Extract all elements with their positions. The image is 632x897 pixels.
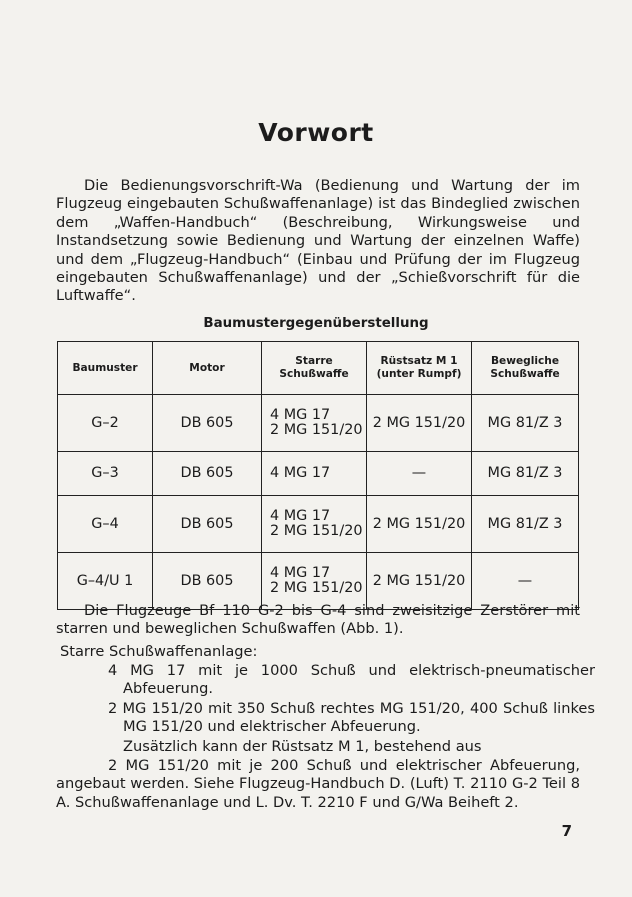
cell-ruestsatz: 2 MG 151/20: [367, 395, 472, 452]
cell-motor: DB 605: [153, 496, 262, 553]
cell-starre: 4 MG 17: [262, 452, 367, 496]
cell-starre: 4 MG 17 2 MG 151/20: [262, 553, 367, 610]
cell-starre: 4 MG 17 2 MG 151/20: [262, 395, 367, 452]
cell-baumuster: G–4/U 1: [58, 553, 153, 610]
cell-baumuster: G–2: [58, 395, 153, 452]
cell-ruestsatz: —: [367, 452, 472, 496]
cell-ruestsatz: 2 MG 151/20: [367, 553, 472, 610]
header-motor: Motor: [153, 342, 262, 395]
list-item: Zusätzlich kann der Rüstsatz M 1, bestehend aus: [123, 738, 482, 755]
table-row: [58, 496, 579, 553]
cell-bewegliche: —: [472, 553, 579, 610]
cell-starre: 4 MG 17 2 MG 151/20: [262, 496, 367, 553]
intro-paragraph: Die Bedienungsvorschrift-Wa (Bedienung und Wartung der im Flugzeug eingebauten Schußwaffenanlage) ist das Bindeglied zwischen dem „Waffen-Handbuch“ (Beschreibung, Wirkungsweise und Instandsetzung sowie Bedienung und Wartung der einzelnen Waffe) und dem „Flugzeug-Handbuch“ (Einbau und Prüfung der im Flugzeug eingebauten Schußwaffenanlage) und der „Schießvorschrift für die Luftwaffe“.: [56, 177, 580, 305]
cell-baumuster: G–3: [58, 452, 153, 496]
cell-motor: DB 605: [153, 395, 262, 452]
list-item: 2 MG 151/20 mit je 200 Schuß und elektrischer Abfeuerung, angebaut werden. Siehe Flugzeug-Handbuch D. (Luft) T. 2110 G-2 Teil 8 A. Schußwaffenanlage und L. Dv. T. 2210 F und G/Wa Beiheft 2.: [56, 757, 580, 811]
page-number: 7: [561, 822, 572, 840]
header-baumuster: Baumuster: [58, 342, 153, 395]
table-header-row: [58, 342, 579, 395]
page-title: Vorwort: [258, 118, 374, 147]
cell-ruestsatz: 2 MG 151/20: [367, 496, 472, 553]
comparison-table: [57, 341, 579, 610]
table-row: [58, 553, 579, 610]
table-row: [58, 452, 579, 496]
header-ruestsatz: Rüstsatz M 1 (unter Rumpf): [367, 342, 472, 395]
header-bewegliche: Bewegliche Schußwaffe: [472, 342, 579, 395]
cell-motor: DB 605: [153, 553, 262, 610]
header-starre: Starre Schußwaffe: [262, 342, 367, 395]
cell-bewegliche: MG 81/Z 3: [472, 395, 579, 452]
cell-bewegliche: MG 81/Z 3: [472, 496, 579, 553]
table-title: Baumustergegenüberstellung: [203, 316, 429, 331]
description-paragraph: Die Flugzeuge Bf 110 G-2 bis G-4 sind zweisitzige Zerstörer mit starren und beweglichen Schußwaffen (Abb. 1).: [56, 602, 580, 638]
table-row: [58, 395, 579, 452]
list-item: 2 MG 151/20 mit 350 Schuß rechtes MG 151/20, 400 Schuß linkes MG 151/20 und elektrischer Abfeuerung.: [108, 700, 595, 736]
cell-motor: DB 605: [153, 452, 262, 496]
list-heading: Starre Schußwaffenanlage:: [60, 643, 258, 660]
cell-baumuster: G–4: [58, 496, 153, 553]
list-item: 4 MG 17 mit je 1000 Schuß und elektrisch-pneumatischer Abfeuerung.: [108, 662, 595, 698]
cell-bewegliche: MG 81/Z 3: [472, 452, 579, 496]
